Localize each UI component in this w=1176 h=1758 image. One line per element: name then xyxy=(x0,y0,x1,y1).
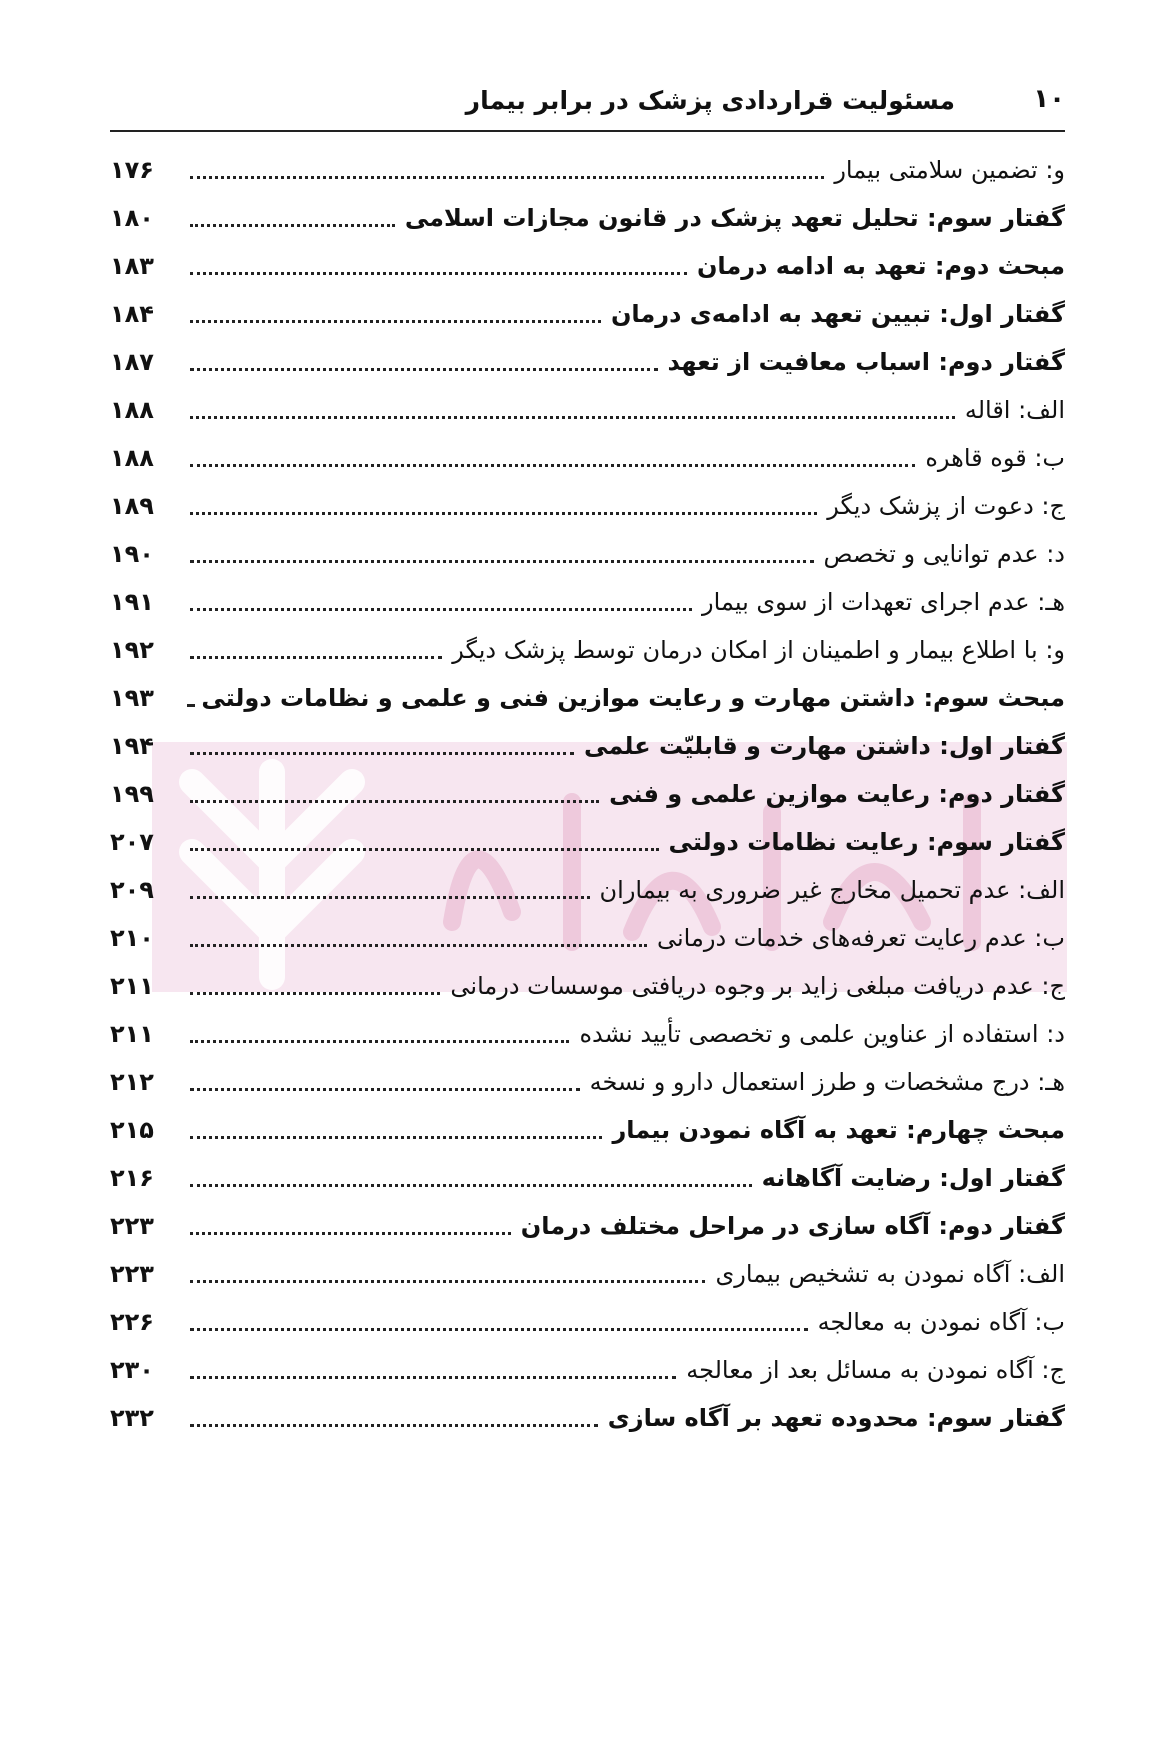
toc-entry-label: هـ: درج مشخصات و طرز استعمال دارو و نسخه xyxy=(589,1068,1065,1096)
toc-entry-label: الف: اقاله xyxy=(964,396,1065,424)
toc-entry xyxy=(110,342,1065,382)
toc-entry xyxy=(110,1014,1065,1054)
toc-entry-page: ۱۸۸ xyxy=(110,396,154,424)
dot-leader xyxy=(190,1376,676,1379)
toc-entry-label: گفتار سوم: رعایت نظامات دولتی xyxy=(668,828,1065,856)
dot-leader xyxy=(190,464,915,467)
dot-leader xyxy=(190,1424,598,1427)
dot-leader xyxy=(190,944,647,947)
toc-entry-page: ۲۳۲ xyxy=(110,1404,154,1432)
dot-leader xyxy=(190,1040,569,1043)
toc-entry xyxy=(110,678,1065,718)
toc-entry-page: ۱۹۲ xyxy=(110,636,154,664)
toc-entry-page: ۱۷۶ xyxy=(110,156,154,184)
dot-leader xyxy=(190,848,659,851)
toc-entry xyxy=(110,1062,1065,1102)
toc-entry xyxy=(110,822,1065,862)
toc-entry xyxy=(110,1158,1065,1198)
dot-leader xyxy=(190,656,442,659)
page-number: ۱۰ xyxy=(1033,84,1065,114)
toc-entry-page: ۲۱۰ xyxy=(110,924,154,952)
toc-entry xyxy=(110,246,1065,286)
toc-entry-label: گفتار دوم: اسباب معافیت از تعهد xyxy=(667,348,1065,376)
toc-entry-page: ۲۰۷ xyxy=(110,828,154,856)
toc-entry xyxy=(110,534,1065,574)
toc-entry-label: مبحث دوم: تعهد به ادامه درمان xyxy=(696,252,1065,280)
toc-entry xyxy=(110,1254,1065,1294)
toc-entry xyxy=(110,1206,1065,1246)
toc-entry-page: ۱۸۸ xyxy=(110,444,154,472)
toc-entry-page: ۱۹۹ xyxy=(110,780,154,808)
toc-entry-label: الف: آگاه نمودن به تشخیص بیماری xyxy=(715,1260,1065,1288)
dot-leader xyxy=(190,176,824,179)
dot-leader xyxy=(190,896,590,899)
toc-entry-page: ۱۹۰ xyxy=(110,540,154,568)
dot-leader xyxy=(190,1136,602,1139)
toc-entry-page: ۱۹۳ xyxy=(110,684,154,712)
toc-entry-label: د: عدم توانایی و تخصص xyxy=(823,540,1065,568)
toc-entry-label: ج: آگاه نمودن به مسائل بعد از معالجه xyxy=(686,1356,1065,1384)
toc-entry-page: ۲۳۰ xyxy=(110,1356,154,1384)
dot-leader xyxy=(190,1280,705,1283)
toc-entry xyxy=(110,1110,1065,1150)
toc-entry xyxy=(110,630,1065,670)
toc-entry xyxy=(110,486,1065,526)
toc-entry-page: ۱۸۳ xyxy=(110,252,154,280)
dot-leader xyxy=(190,752,574,755)
running-title: مسئولیت قراردادی پزشک در برابر بیمار xyxy=(465,86,955,115)
toc-entry-page: ۲۱۵ xyxy=(110,1116,154,1144)
toc-entry xyxy=(110,1302,1065,1342)
toc-entry-page: ۲۲۶ xyxy=(110,1308,154,1336)
toc-entry-page: ۲۱۱ xyxy=(110,972,154,1000)
toc-entry-label: گفتار سوم: تحلیل تعهد پزشک در قانون مجازات اسلامی xyxy=(404,204,1065,232)
toc-entry-label: د: استفاده از عناوین علمی و تخصصی تأیید نشده xyxy=(579,1020,1065,1048)
dot-leader xyxy=(190,800,599,803)
toc-entry xyxy=(110,582,1065,622)
toc-entry xyxy=(110,966,1065,1006)
dot-leader xyxy=(190,368,658,371)
dot-leader xyxy=(190,1088,580,1091)
toc-entry-page: ۱۹۱ xyxy=(110,588,154,616)
toc-entry-page: ۲۱۲ xyxy=(110,1068,154,1096)
toc-entry-label: مبحث سوم: داشتن مهارت و رعایت موازین فنی و علمی و نظامات دولتی xyxy=(201,684,1065,712)
toc-entry-page: ۱۸۰ xyxy=(110,204,154,232)
toc-entry-label: و: تضمین سلامتی بیمار xyxy=(834,156,1065,184)
dot-leader xyxy=(190,416,955,419)
toc-entry-label: گفتار سوم: محدوده تعهد بر آگاه سازی xyxy=(607,1404,1065,1432)
toc-entry xyxy=(110,918,1065,958)
dot-leader xyxy=(190,560,814,563)
toc-entry-label: الف: عدم تحمیل مخارج غیر ضروری به بیماران xyxy=(599,876,1065,904)
toc-entry-page: ۲۱۶ xyxy=(110,1164,154,1192)
toc-entry-page: ۲۲۳ xyxy=(110,1212,154,1240)
dot-leader xyxy=(190,1232,511,1235)
toc-entry xyxy=(110,150,1065,190)
toc-entry-label: هـ: عدم اجرای تعهدات از سوی بیمار xyxy=(702,588,1065,616)
dot-leader xyxy=(190,512,817,515)
toc-entry xyxy=(110,438,1065,478)
dot-leader xyxy=(190,320,601,323)
dot-leader xyxy=(190,992,440,995)
dot-leader xyxy=(190,704,191,707)
toc-entry xyxy=(110,774,1065,814)
toc-entry xyxy=(110,294,1065,334)
toc-entry-label: گفتار اول: تبیین تعهد به ادامه‌ی درمان xyxy=(610,300,1065,328)
toc-entry-label: گفتار دوم: آگاه سازی در مراحل مختلف درمان xyxy=(520,1212,1065,1240)
table-of-contents xyxy=(110,0,1065,1700)
toc-entry-label: گفتار اول: رضایت آگاهانه xyxy=(761,1164,1065,1192)
toc-entry-label: ب: قوه قاهره xyxy=(925,444,1065,472)
toc-entry xyxy=(110,390,1065,430)
toc-entry-label: ب: عدم رعایت تعرفه‌های خدمات درمانی xyxy=(657,924,1065,952)
toc-entry-page: ۱۸۷ xyxy=(110,348,154,376)
toc-entry xyxy=(110,870,1065,910)
toc-entry xyxy=(110,1398,1065,1438)
toc-entry-label: گفتار اول: داشتن مهارت و قابلیّت علمی xyxy=(584,732,1065,760)
dot-leader xyxy=(190,272,687,275)
dot-leader xyxy=(190,1328,808,1331)
toc-entry-label: ب: آگاه نمودن به معالجه xyxy=(817,1308,1065,1336)
toc-entry-label: گفتار دوم: رعایت موازین علمی و فنی xyxy=(609,780,1065,808)
toc-entry-label: مبحث چهارم: تعهد به آگاه نمودن بیمار xyxy=(612,1116,1065,1144)
toc-entry-label: و: با اطلاع بیمار و اطمینان از امکان درمان توسط پزشک دیگر xyxy=(452,636,1065,664)
toc-entry-label: ج: عدم دریافت مبلغی زاید بر وجوه دریافتی موسسات درمانی xyxy=(450,972,1065,1000)
toc-entry xyxy=(110,726,1065,766)
dot-leader xyxy=(190,608,692,611)
toc-entry-page: ۲۰۹ xyxy=(110,876,154,904)
toc-entry xyxy=(110,1350,1065,1390)
toc-entry xyxy=(110,198,1065,238)
toc-entry-page: ۱۸۴ xyxy=(110,300,154,328)
toc-entry-page: ۲۲۳ xyxy=(110,1260,154,1288)
dot-leader xyxy=(190,1184,752,1187)
toc-entry-page: ۱۹۴ xyxy=(110,732,154,760)
dot-leader xyxy=(190,224,395,227)
toc-entry-page: ۲۱۱ xyxy=(110,1020,154,1048)
toc-entry-page: ۱۸۹ xyxy=(110,492,154,520)
toc-entry-label: ج: دعوت از پزشک دیگر xyxy=(827,492,1065,520)
